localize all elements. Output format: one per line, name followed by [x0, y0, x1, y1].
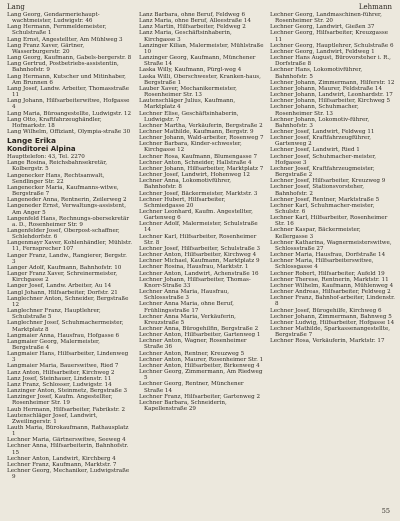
- directory-entry: Lechner Johann, Zimmermann, Hilferstr. 12: [270, 79, 395, 86]
- directory-entry: Lanz Franz, Schlosser, Ludwigstr. 14: [7, 381, 112, 388]
- directory-entry: Lechner Johann, Zimmermann, Bahnweg 5: [270, 313, 392, 320]
- directory-entry: Lang Josef, Landw. Arbeiter, Thomasstraße 11: [7, 85, 130, 99]
- directory-entry: Lang Georg, Gendarmeriehaupt-wachtmeister, Ludwigstr. 46: [7, 12, 100, 25]
- directory-entry: Lange Rosina, Reichsbahnsekretär, Kolbergstr. 5: [7, 160, 108, 173]
- directory-entry: Haupttelefon: 43, Tel. 2270: [7, 154, 85, 161]
- directory-entry: Lechner Johann, Landwirt, Leonhardstr. 17: [270, 92, 393, 99]
- directory-entry: Lechner Johann, Hilfsarbeiter, Thomas-Knorr-Straße 33: [139, 276, 251, 289]
- directory-entry: Lechner Anton, Hilfsarbeiter, Birkenweg 4: [139, 362, 260, 369]
- directory-entry: Lechner Johann, Schuhmacher, Rosenheimer Str. 13: [270, 104, 359, 117]
- directory-entry: Lechner Anna Maria, Verkäuferin, Kreuzstraße 5: [139, 313, 236, 326]
- directory-entry: Lechner Georg, Landwirt, Gießen 37: [270, 24, 375, 31]
- directory-entry: Langenfeld Hans, Rechnungs-obersekretär a. D., Rosenheimer Str. 9: [7, 215, 130, 228]
- directory-entry: Lechner Anton, Rentner, Kreuzweg 5: [139, 350, 245, 357]
- directory-entry: Lechner Georg, Mechaniker, Ludwigstraße 9: [7, 468, 130, 481]
- column-3: [270, 12, 395, 344]
- directory-entry: Lechner Georg, Hilfsarbeiter, Kreuzgasse 11: [270, 30, 389, 43]
- directory-entry: Lechner Ludwig, Hilfsarbeiter, Hofgasse 14: [270, 319, 395, 326]
- directory-entry: Lechner Franz, Bahnhof-arbeiter, Lindenstr. 8: [270, 295, 395, 308]
- directory-entry: Lauth Maria, Bürokaufmann, Rathausplatz 1: [7, 425, 129, 438]
- page-number: 55: [381, 507, 390, 515]
- directory-entry: Lechner Josef, Bäckermeister, Marktstr. 3: [139, 190, 258, 197]
- directory-entry: Lechner Josef, Bürogehilfe, Kirchweg 6: [270, 307, 382, 314]
- header-first-entry: Lang: [7, 3, 25, 11]
- directory-entry: Langmaier Anna, Hausfrau, Hofgasse 6: [7, 332, 120, 339]
- directory-entry: Lechner Katharina, Wagnermeisterswitwe, Schlossstraße 27: [270, 239, 392, 252]
- directory-entry: Lechner Georg, Hauptlehrer, Schulstraße 6: [270, 42, 394, 49]
- directory-entry: Lanz Maria, ohne Beruf, Alleestraße 14: [139, 18, 251, 25]
- directory-entry: Langenecker Maria, Kaufmanns-witwe, Bergstraße 7: [7, 184, 119, 198]
- directory-entry: Lechner Karl, Hilfsarbeiter, Rosenheimer Str. 8: [139, 233, 257, 246]
- directory-entry: Lechner Georg, Rentner, Münchener Straße 14: [139, 381, 244, 394]
- directory-entry: Lechner Maria, Hilfsarbeiterswitwe, Schlossgasse 4: [270, 258, 374, 271]
- directory-entry: Lechner Anton, Maurer, Rosenheimer Str. 1: [139, 356, 264, 363]
- directory-entry: Lang Georg, Kaufmann, Gabels-bergerstr. 8: [7, 55, 132, 62]
- directory-entry: Langer Franz, Landw., Rangierer, Bergstr. 3: [7, 252, 127, 265]
- directory-entry: Lechner Josef, Hilfsarbeiter, Kreuzweg 9: [270, 178, 386, 185]
- directory-entry: Lautenschläger Josef, Landwirt, Zweilingerstr. 1: [7, 412, 98, 425]
- directory-entry: Lechner Rosa, Kaufmann, Blumengasse 7: [139, 153, 258, 160]
- directory-entry: Langer Franz Xaver, Schreinermeister, Kirchgasse 2: [7, 271, 118, 284]
- directory-entry: Lang Maria, Büroangestellte, Ludwigstr. 12: [7, 110, 132, 117]
- directory-entry: Lechner Anna Maria, ohne Beruf, Frühlingsstraße 17: [139, 301, 234, 314]
- directory-entry: Langenfelder Josef, Oberpost-schaffner, Schlehdorfstr. 6: [7, 228, 120, 241]
- directory-entry: Lechner Maria, Hausfrau, Dorfstraße 14: [270, 252, 386, 259]
- directory-entry: Lechner Anna, Lokomotivführer, Bahnhofstr. 8: [139, 178, 232, 191]
- directory-entry: Lechner Franz, Kaufmann, Marktstr. 7: [7, 461, 117, 468]
- directory-entry: Lang Johann, Hilfsarbeiterwitwe, Hofgasse 4: [7, 98, 130, 111]
- directory-entry: Lechner Josef, Hilfsarbeiter, Schulstraße 3: [139, 245, 261, 252]
- directory-entry: Lechner Karl, Hilfsarbeiter, Rosenheimer Str. 16: [270, 215, 388, 228]
- directory-entry: Lechner Josef, Rentner, Marktstraße 5: [270, 196, 380, 203]
- directory-entry: Lechner Josef, Kraftfahrzeugführer, Gartenweg 2: [270, 135, 372, 148]
- directory-entry: Lautenschläger Julius, Kaufmann, Marktplatz 4: [139, 98, 236, 111]
- directory-entry: Lanzinger Anton, Steinmetz, Bergstraße 3: [7, 388, 128, 395]
- directory-entry: Langenmayr Xaver, Kohlenhändler, Mühlstr. 11, Fernsprecher 107: [7, 240, 133, 253]
- directory-entry: Lechner Therese, Rentnerin, Marktstr. 11: [270, 276, 389, 283]
- directory-entry: Langmaier Hans, Hilfsarbeiter, Lindenweg 3: [7, 351, 129, 364]
- directory-entry: Lang Hermann, Fernmeldemeister, Schulstraße 1: [7, 24, 107, 37]
- directory-entry: Lechner Anton, Schneider, Hallstraße 4: [139, 159, 252, 166]
- directory-entry: Lechner Anna, Hilfsarbeiterin, Bahnhofstr. 15: [7, 443, 129, 456]
- directory-entry: Langl Johann, Hilfsarbeiter, Dorfstr. 21: [7, 289, 118, 296]
- directory-entry: Lechner Hans August, Bürovorsteher i. R., Dorfstraße 8: [270, 55, 391, 68]
- directory-entry: Lanz Josef, Steinhauer, Lindenstr. 11: [7, 375, 112, 382]
- directory-entry: Lanz Anton, Hilfsarbeiter, Kirchweg 2: [7, 369, 115, 376]
- directory-entry: Lechner Anton, Landwirt, Kirchberg 4: [7, 455, 116, 462]
- column-2: [139, 12, 264, 412]
- directory-entry: Langer Josef, Landw. Arbeiter, Au 14: [7, 283, 112, 290]
- directory-entry: Lechner Johann, Hilfsarbeiter, Kirchweg 5: [270, 98, 391, 105]
- directory-entry: Langlechner Anton, Schneider, Bergstraße 12: [7, 295, 129, 308]
- business-subheading: Konditorei Alpina: [7, 145, 76, 154]
- directory-entry: Laska Willi, Oberschwester, Kranken-haus, Bergstraße 1: [139, 73, 261, 86]
- directory-entry: Lechner Anna Maria, Hausfrau, Schlossstraße 3: [139, 289, 230, 302]
- directory-entry: Lanzinger Josef, Kaufm. Angestellter, Rosenheimer Str. 19: [7, 394, 113, 407]
- directory-entry: Lechner Anna, Bürogehilfin, Bergstraße 2: [139, 325, 259, 332]
- running-header: [7, 2, 392, 12]
- directory-entry: Lanz Barbara, ohne Beruf, Feldweg 6: [139, 12, 246, 18]
- directory-entry: Lechner Josef, Landwirt, Ried 1: [270, 147, 360, 154]
- directory-entry: Lechner Martha, Verkäuferin, Bergstraße 2: [139, 122, 263, 129]
- directory-entry: Lang Otto, Kraftfahrzeughändler, Hofmarkstr. 18: [7, 116, 102, 129]
- directory-entry: Lechner Hans, Lokomotivführer, Bahnhofstr. 5: [270, 67, 363, 80]
- directory-entry: Lanzinger Kilian, Malermeister, Mühlstraße 10: [139, 42, 264, 55]
- directory-entry: Lang Franz Xaver, Gärtner, Wasserburgerstr. 20: [7, 42, 85, 55]
- directory-entry: Lechner Maria, Gärtnerswitwe, Seeweg 4: [7, 437, 126, 444]
- directory-entry: Langmaier Georg, Malermeister, Bergstraße 4: [7, 338, 100, 351]
- directory-entry: Lechner Josef, Schuhmacher-meister, Hofgasse 3: [270, 153, 377, 166]
- directory-entry: Langlechner Josef, Schuhmachermeister, Marktplatz 8: [7, 320, 124, 333]
- business-heading: Lange Erika: [7, 136, 56, 146]
- directory-entry: Lechner Johann, Maurer, Feldstraße 14: [270, 85, 383, 92]
- directory-entry: Lang Wilhelm, Offiziant, Olympia-straße 30: [7, 128, 131, 135]
- directory-entry: Lechner Mathilde, Kaufmann, Bergstr. 9: [139, 128, 254, 135]
- directory-entry: Lechner Johann, Hilfsarbeiter, Marktplatz 7: [139, 165, 264, 172]
- directory-entry: Lechner Barbara, Kinder-schwester, Kirchgasse 12: [139, 141, 242, 154]
- directory-entry: Lechner Anton, Hilfsarbeiter, Kirchweg 4: [139, 252, 257, 259]
- directory-entry: Lang Ernst, Angestellter, Am Mühlweg 3: [7, 36, 123, 43]
- directory-entry: Langeneder Ernst, Verwaltungs-assistent, Am Anger 5: [7, 203, 126, 216]
- directory-entry: Lanz Maria, Geschäftsinhaberin, Kirchgasse 3: [139, 30, 232, 43]
- directory-entry: Laska Willy, Kaufmann, Pürgl-weg 4: [139, 67, 242, 74]
- directory-entry: Lechner Josef, Kraftfahrzeugmeister, Bergstraße 2: [270, 165, 375, 179]
- directory-entry: Lechner Johann, Lokomotiv-führer, Bahnhofstr. 3: [270, 116, 370, 129]
- directory-entry: Lechner Michael, Kaufmann, Marktplatz 9: [139, 258, 260, 265]
- directory-entry: Lechner Andreas, Hilfsarbeiter, Feldweg 2: [270, 289, 391, 296]
- directory-entry: Langeneder Anna, Rentnerin, Zeilerweg 2: [7, 197, 127, 204]
- directory-entry: Lechner Leonhard, Kaufm. Angestellter, Gartenweg 6: [139, 209, 253, 222]
- directory-entry: Lechner Anton, Hilfsarbeiter, Gartenweg 1: [139, 332, 261, 339]
- directory-entry: Lechner Hubert, Hilfsarbeiter, Schmiedgasse 20: [139, 196, 226, 209]
- directory-entry: Lechner Georg, Zimmermann, Am Riedweg 5: [139, 369, 263, 382]
- directory-entry: Lanz Martin, Hilfsarbeiter, Feldweg 2: [139, 24, 246, 31]
- directory-entry: Lechner Georg, Landmaschinen-führer, Rosenheimer Str. 20: [270, 12, 382, 25]
- directory-entry: Lechner Barbara, Schneiderin, Kapellenstraße 29: [139, 399, 227, 412]
- directory-entry: Lechner Anton, Wagner, Rosenheimer Straße 36: [139, 338, 247, 351]
- directory-entry: Langmaier Maria, Bauerswitwe, Ried 7: [7, 363, 119, 370]
- directory-entry: Lechner Rosa, Verkäuferin, Marktstr. 17: [270, 338, 385, 345]
- header-last-entry: Lehmann: [358, 3, 392, 11]
- directory-entry: Langenecker Hans, Rechtsanwalt, Sendlinger Str. 22: [7, 172, 105, 185]
- directory-entry: Lechner Robert, Hilfsarbeiter, Aufeld 19: [270, 270, 385, 277]
- directory-entry: Lechner Johann, Wald-arbeiter, Rosenweg 7: [139, 135, 264, 142]
- directory-entry: Laub Hermann, Hilfsarbeiter, Fabrikstr. 2: [7, 406, 126, 413]
- directory-entry: Lang Hermann, Kutscher und Mitinhaber, Am Brunnen 6: [7, 73, 126, 86]
- directory-entry: Lanzinger Georg, Kaufmann, Münchener Straße 14: [139, 55, 256, 68]
- directory-entry: Lechner Anton, Landwirt, Achenstraße 16: [139, 270, 259, 277]
- directory-entry: Lechner Josef, Landwirt, Hohenweg 12: [139, 172, 250, 179]
- directory-entry: Lechner Georg, Landwirt, Feldweg 1: [270, 48, 375, 55]
- directory-entry: Lechner Elise, Geschäftsinhaberin, Ludwigstr. 7: [139, 110, 239, 123]
- directory-entry: Langer Adolf, Kaufmann, Bahnhofstr. 10: [7, 264, 122, 271]
- directory-entry: Langlechner Franz, Hauptlehrer, Schulstraße 5: [7, 308, 101, 321]
- directory-entry: Lang Gertrud, Postbetriebs-assistentin, Bahnhofstr. 9: [7, 61, 119, 74]
- directory-entry: Lechner Rosina, Hausfrau, Marktstr. 1: [139, 264, 249, 271]
- directory-entry: Lechner Kaspar, Bäckermeister, Kellergasse 3: [270, 227, 361, 240]
- directory-entry: Lechner Josef, Stationsvorsteher, Bahnhofstr. 2: [270, 184, 365, 197]
- directory-entry: Lechner Franz, Hilfsarbeiter, Gartenweg 2: [139, 393, 261, 400]
- directory-entry: Lechner Josef, Landwirt, Feldweg 11: [270, 128, 375, 135]
- column-1: [7, 12, 132, 480]
- directory-entry: Lauber Xaver, Mechanikermeister, Rosenheimer Str. 13: [139, 85, 237, 99]
- directory-entry: Lechner Karl, Schuhmacher-meister, Schulstr. 6: [270, 202, 375, 215]
- directory-entry: Lechner Adolf, Malermeister, Schulstraße 14: [139, 221, 258, 234]
- directory-entry: Lechner Wilhelm, Kaufmann, Mühlenweg 4: [270, 282, 394, 289]
- directory-entry: Lechner Mathilde, Sparkassenangestellte, Bergstraße 7: [270, 325, 391, 339]
